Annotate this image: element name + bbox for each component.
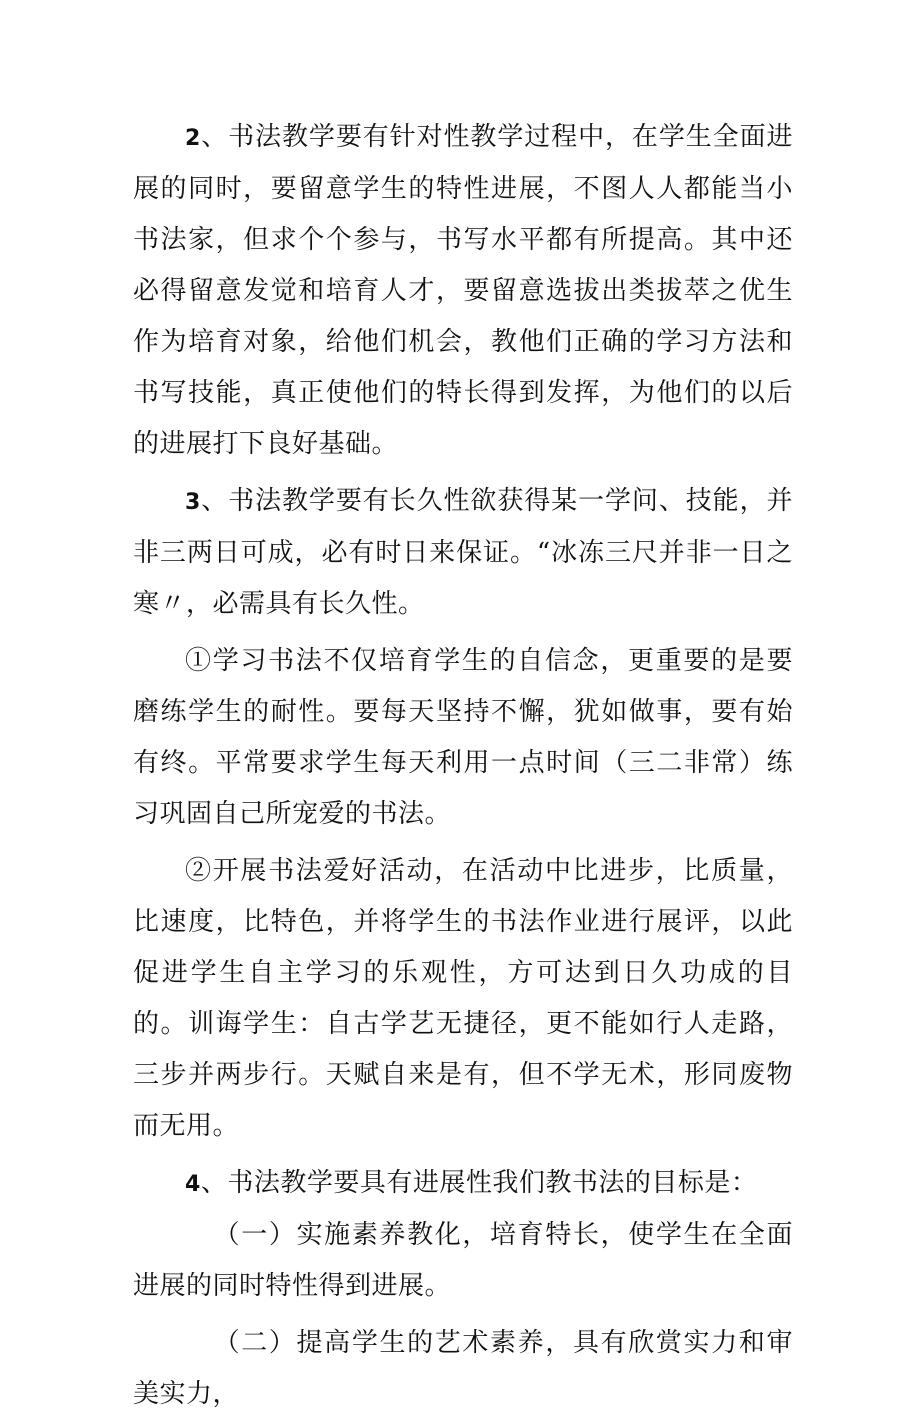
paragraph-number: 4	[185, 1172, 201, 1197]
paragraph-text: 、书法教学要有长久性欲获得某一学问、技能，并非三两日可成，必有时日来保证。“冰冻三尺并非一日之寒〃，必需具有长久性。	[133, 486, 793, 619]
paragraph-text: （一）实施素养教化，培育特长，使学生在全面进展的同时特性得到进展。	[133, 1220, 793, 1301]
paragraph-number: 2	[185, 126, 201, 151]
paragraph-item-1	[133, 636, 793, 840]
paragraph-text: ②开展书法爱好活动，在活动中比进步，比质量，比速度，比特色，并将学生的书法作业进行展评，以此促进学生自主学习的乐观性，方可达到日久功成的目的。训诲学生：自古学艺无捷径，更不能如行人走路，三步并两步行。天赋自来是有，但不学无术，形同废物而无用。	[133, 856, 793, 1141]
paragraph-text: ①学习书法不仅培育学生的自信念，更重要的是要磨练学生的耐性。要每天坚持不懈，犹如做事，要有始有终。平常要求学生每天利用一点时间（三二非常）练习巩固自己所宠爱的书法。	[133, 646, 793, 829]
paragraph-4	[133, 1158, 793, 1210]
paragraph-goal-1	[133, 1210, 793, 1312]
paragraph-text: 、书法教学要具有进展性我们教书法的目标是：	[200, 1168, 758, 1198]
paragraph-text: （二）提高学生的艺术素养，具有欣赏实力和审美实力，	[133, 1328, 793, 1409]
document-body	[133, 112, 793, 1420]
paragraph-number: 3	[185, 490, 201, 515]
paragraph-2	[133, 112, 793, 470]
paragraph-3	[133, 476, 793, 630]
paragraph-item-2	[133, 846, 793, 1152]
paragraph-goal-2	[133, 1318, 793, 1420]
paragraph-text: 、书法教学要有针对性教学过程中，在学生全面进展的同时，要留意学生的特性进展，不图人人都能当小书法家，但求个个参与，书写水平都有所提高。其中还必得留意发觉和培育人才，要留意选拔出类拔萃之优生作为培育对象，给他们机会，教他们正确的学习方法和书写技能，真正使他们的特长得到发挥，为他们的以后的进展打下良好基础。	[133, 122, 793, 459]
